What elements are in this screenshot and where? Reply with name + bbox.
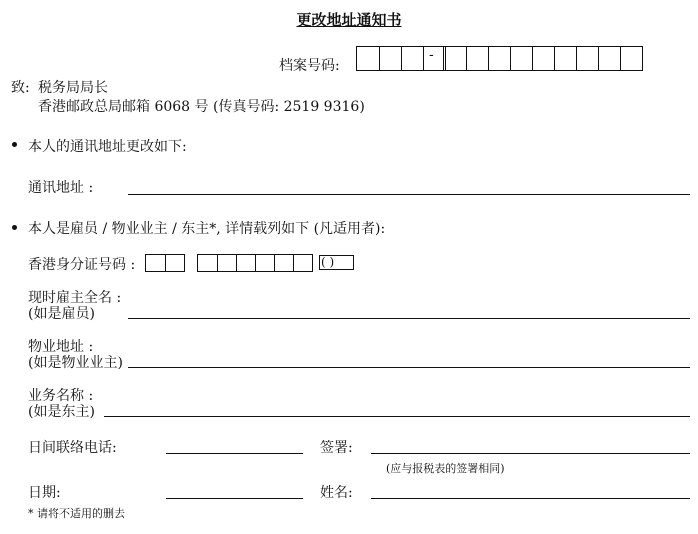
file-number-part2-boxes[interactable] <box>443 46 643 71</box>
daytime-phone-label: 日间联络电话: <box>28 440 117 456</box>
recipient: 税务局局长 <box>38 80 108 96</box>
property-address-field[interactable] <box>128 367 690 368</box>
file-number-box[interactable] <box>401 47 423 70</box>
bullet-icon <box>12 225 17 230</box>
signature-label: 签署: <box>320 440 353 456</box>
employer-name-label: 现时雇主全名 : <box>28 290 122 306</box>
business-name-note: (如是东主) <box>28 404 95 420</box>
hkid-box[interactable] <box>274 255 293 271</box>
file-number-box[interactable] <box>379 47 401 70</box>
business-name-field[interactable] <box>104 416 690 417</box>
file-number-box[interactable] <box>488 47 510 70</box>
to-label: 致: <box>11 80 30 96</box>
employer-name-note: (如是雇员) <box>28 306 95 322</box>
file-number-dash: - <box>429 47 434 63</box>
section2-heading: 本人是雇员 / 物业业主 / 东主*, 详情载列如下 (凡适用者): <box>28 221 386 237</box>
hkid-check-digit-box[interactable]: ( ) <box>319 255 354 270</box>
property-address-label: 物业地址 : <box>28 339 94 355</box>
daytime-phone-field[interactable] <box>166 453 303 454</box>
signature-note: (应与报税表的签署相同) <box>386 462 505 475</box>
file-number-box[interactable] <box>466 47 488 70</box>
file-number-box[interactable] <box>510 47 532 70</box>
hkid-box[interactable] <box>236 255 255 271</box>
hkid-label: 香港身分证号码 : <box>28 257 136 273</box>
file-number-box[interactable] <box>357 47 379 70</box>
hkid-box[interactable] <box>198 255 217 271</box>
file-number-box[interactable] <box>598 47 620 70</box>
hkid-digit-boxes[interactable] <box>197 254 313 272</box>
form-title: 更改地址通知书 <box>296 11 402 29</box>
hkid-box[interactable] <box>293 255 312 271</box>
file-number-box[interactable] <box>444 47 466 70</box>
date-label: 日期: <box>28 485 61 501</box>
name-label: 姓名: <box>320 485 353 501</box>
hkid-box[interactable] <box>146 255 165 271</box>
file-number-label: 档案号码: <box>279 58 340 74</box>
hkid-box[interactable] <box>165 255 184 271</box>
signature-field[interactable] <box>371 453 690 454</box>
hkid-box[interactable] <box>217 255 236 271</box>
file-number-box[interactable] <box>554 47 576 70</box>
hkid-box[interactable] <box>255 255 274 271</box>
file-number-box[interactable] <box>532 47 554 70</box>
name-field[interactable] <box>371 498 690 499</box>
employer-name-field[interactable] <box>128 318 690 319</box>
correspondence-address-field[interactable] <box>128 194 690 195</box>
date-field[interactable] <box>166 498 303 499</box>
section1-heading: 本人的通讯地址更改如下: <box>28 139 187 155</box>
hkid-prefix-boxes[interactable] <box>145 254 185 272</box>
file-number-box[interactable] <box>620 47 642 70</box>
bullet-icon <box>12 142 17 147</box>
file-number-box[interactable] <box>423 47 445 70</box>
recipient-address: 香港邮政总局邮箱 6068 号 (传真号码: 2519 9316) <box>38 99 365 115</box>
correspondence-address-label: 通讯地址 : <box>28 180 94 196</box>
property-address-note: (如是物业业主) <box>28 355 123 371</box>
file-number-box[interactable] <box>576 47 598 70</box>
business-name-label: 业务名称 : <box>28 388 94 404</box>
footnote: * 请将不适用的删去 <box>28 507 125 520</box>
